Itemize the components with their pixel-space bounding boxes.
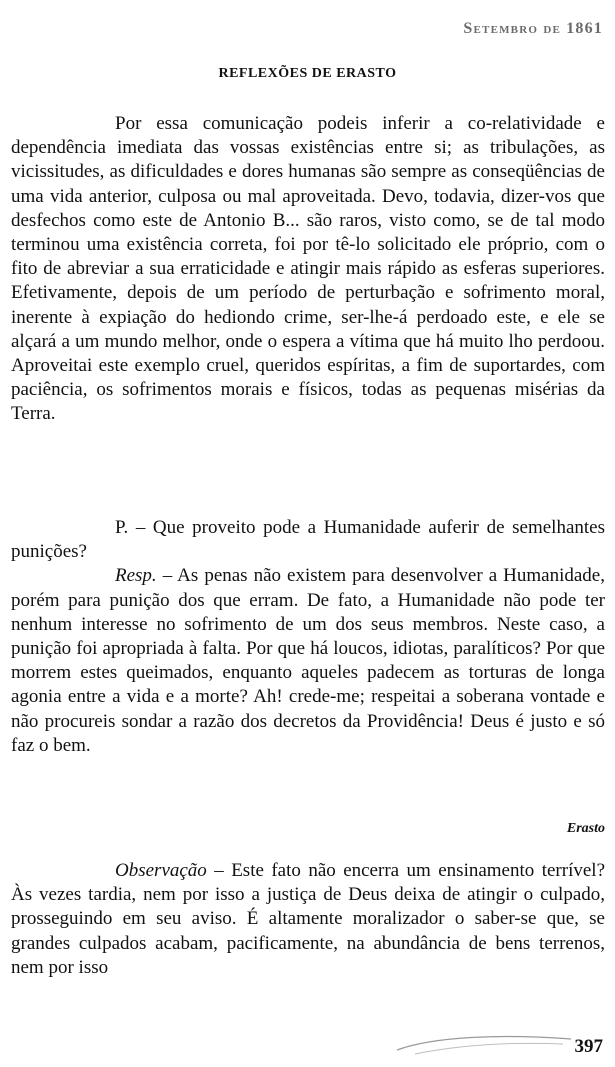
page-number: 397 (574, 1036, 603, 1057)
answer-paragraph (11, 564, 605, 758)
answer-label: Resp. (115, 565, 157, 587)
paragraph-1-text: Por essa comunicação podeis inferir a co-relatividade e dependência imediata das vossas existências entre si; as tribulações, as vicissitudes, as dificuldades e dores humanas são sempre as conseqüências de uma vida anterior, culposa ou mal aproveitada. Devo, todavia, dizer-vos que desfechos como este de Antonio B... são raros, visto como, se de tal modo terminou uma existência correta, foi por tê-lo solicitado ele próprio, com o fito de abreviar a sua erraticidade e atingir mais rápido as esferas superiores. Efetivamente, depois de um período de perturbação e sofrimento moral, inerente à expiação do hediondo crime, ser-lhe-á perdoado este, e ele se alçará a um mundo melhor, onde o espera a vítima que há muito lho perdoou. Aproveitai este exemplo cruel, queridos espíritas, a fim de suportardes, com paciência, os sofrimentos morais e físicos, todas as pequenas misérias da Terra. (11, 113, 605, 425)
running-head: Setembro de 1861 (463, 20, 603, 37)
observation-paragraph (11, 859, 605, 980)
observation-text: – Este fato não encerra um ensinamento terrível? Às vezes tardia, nem por isso a justiça de Deus deixa de atingir o culpado, prosseguindo em seu aviso. É altamente moralizador o saber-se que, se grandes culpados acabam, pacificamente, na abundância de bens terrenos, nem por isso (11, 860, 605, 978)
question-answer-block (11, 516, 605, 758)
observation-block (11, 859, 605, 980)
page-ornament-swoosh (395, 1030, 575, 1060)
question-paragraph: P. – Que proveito pode a Humanidade auferir de semelhantes punições? (11, 517, 605, 563)
answer-text: – As penas não existem para desenvolver a Humanidade, porém para punição dos que erram. De fato, a Humanidade não pode ter nenhum interesse no sofrimento de um dos seus membros. Neste caso, a punição foi apropriada à falta. Por que há loucos, idiotas, paralíticos? Por que morrem estes queimados, enquanto aqueles padecem as torturas de longa agonia entre a vida e a morte? Ah! crede-me; respeitai a soberana vontade e não procureis sondar a razão dos decretos da Providência! Deus é justo e só faz o bem. (11, 565, 605, 756)
observation-label: Observação (115, 860, 207, 881)
paragraph-1 (11, 112, 605, 427)
section-title: REFLEXÕES DE ERASTO (218, 66, 397, 81)
signature: Erasto (566, 821, 605, 836)
